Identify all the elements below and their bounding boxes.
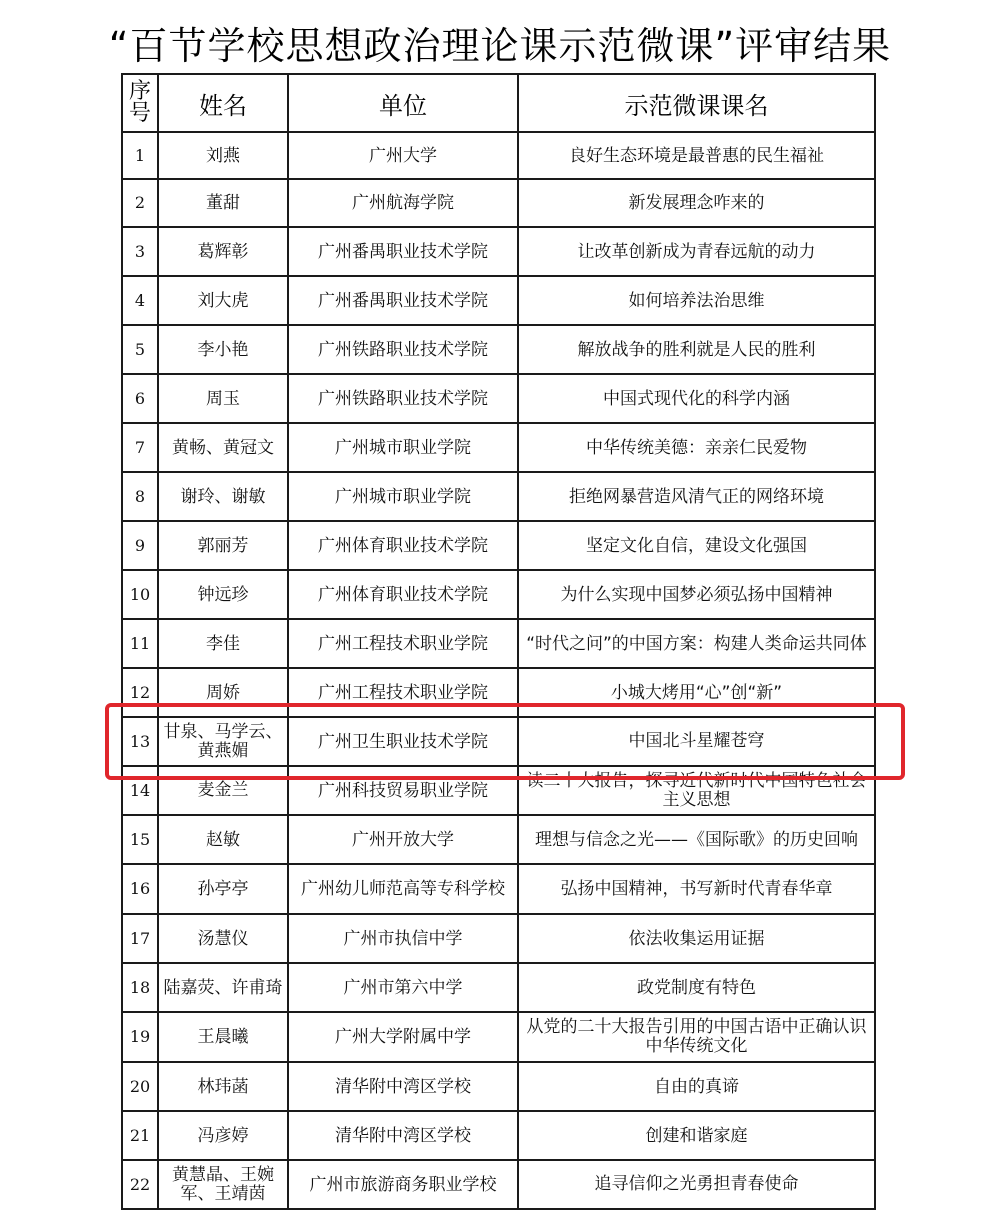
document-title: “百节学校思想政治理论课示范微课”评审结果	[108, 24, 892, 68]
row-index: 15	[122, 815, 158, 864]
row-name: 麦金兰	[158, 766, 288, 815]
row-unit: 广州体育职业技术学院	[288, 570, 518, 619]
row-name: 赵敏	[158, 815, 288, 864]
row-index: 3	[122, 227, 158, 276]
row-name: 黄畅、黄冠文	[158, 423, 288, 472]
header-unit: 单位	[288, 74, 518, 132]
row-name: 甘泉、马学云、黄燕媚	[158, 717, 288, 766]
row-unit: 广州航海学院	[288, 179, 518, 227]
row-index: 8	[122, 472, 158, 521]
table-row	[122, 864, 875, 914]
row-unit: 广州铁路职业技术学院	[288, 374, 518, 423]
row-index: 16	[122, 864, 158, 914]
row-course: 让改革创新成为青春远航的动力	[518, 227, 875, 276]
row-name: 陆嘉荧、许甫琦	[158, 963, 288, 1012]
header-course: 示范微课课名	[518, 74, 875, 132]
table-row	[122, 423, 875, 472]
row-course: 政党制度有特色	[518, 963, 875, 1012]
row-name: 黄慧晶、王婉军、王靖茵	[158, 1160, 288, 1209]
row-index: 11	[122, 619, 158, 668]
row-index: 22	[122, 1160, 158, 1209]
table-row	[122, 1160, 875, 1209]
table-row	[122, 1111, 875, 1160]
table-row	[122, 963, 875, 1012]
header-index-label: 序 号	[128, 79, 151, 126]
row-unit: 广州工程技术职业学院	[288, 619, 518, 668]
table-row	[122, 179, 875, 227]
row-name: 谢玲、谢敏	[158, 472, 288, 521]
table-row	[122, 717, 875, 766]
row-unit: 广州体育职业技术学院	[288, 521, 518, 570]
row-course: 中国式现代化的科学内涵	[518, 374, 875, 423]
row-unit: 广州市第六中学	[288, 963, 518, 1012]
row-course: 中华传统美德：亲亲仁民爱物	[518, 423, 875, 472]
row-unit: 广州铁路职业技术学院	[288, 325, 518, 374]
row-unit: 广州工程技术职业学院	[288, 668, 518, 717]
row-course: “时代之问”的中国方案：构建人类命运共同体	[518, 619, 875, 668]
header-index	[122, 74, 158, 132]
row-index: 2	[122, 179, 158, 227]
header-name: 姓名	[158, 74, 288, 132]
row-unit: 广州番禺职业技术学院	[288, 276, 518, 325]
row-unit: 广州幼儿师范高等专科学校	[288, 864, 518, 914]
row-index: 9	[122, 521, 158, 570]
table-row	[122, 619, 875, 668]
row-course: 追寻信仰之光勇担青春使命	[518, 1160, 875, 1209]
row-index: 21	[122, 1111, 158, 1160]
row-unit: 广州开放大学	[288, 815, 518, 864]
row-course: 弘扬中国精神，书写新时代青春华章	[518, 864, 875, 914]
row-name: 董甜	[158, 179, 288, 227]
row-course: 解放战争的胜利就是人民的胜利	[518, 325, 875, 374]
row-index: 17	[122, 914, 158, 963]
row-name: 李佳	[158, 619, 288, 668]
row-unit: 广州大学	[288, 132, 518, 179]
row-course: 新发展理念咋来的	[518, 179, 875, 227]
row-index: 13	[122, 717, 158, 766]
row-name: 汤慧仪	[158, 914, 288, 963]
row-index: 14	[122, 766, 158, 815]
row-unit: 广州大学附属中学	[288, 1012, 518, 1062]
row-name: 葛辉彰	[158, 227, 288, 276]
row-unit: 清华附中湾区学校	[288, 1062, 518, 1111]
row-course: 拒绝网暴营造风清气正的网络环境	[518, 472, 875, 521]
row-course: 小城大烤用“心”创“新”	[518, 668, 875, 717]
table-body	[122, 132, 875, 1209]
row-index: 20	[122, 1062, 158, 1111]
row-index: 19	[122, 1012, 158, 1062]
row-name: 刘大虎	[158, 276, 288, 325]
table-row	[122, 325, 875, 374]
table-header-row	[122, 74, 875, 132]
row-course: 理想与信念之光——《国际歌》的历史回响	[518, 815, 875, 864]
table-row	[122, 374, 875, 423]
row-unit: 广州卫生职业技术学院	[288, 717, 518, 766]
table-row	[122, 276, 875, 325]
table-row	[122, 570, 875, 619]
row-course: 从党的二十大报告引用的中国古语中正确认识中华传统文化	[518, 1012, 875, 1062]
row-name: 周玉	[158, 374, 288, 423]
table-row	[122, 766, 875, 815]
row-unit: 广州城市职业学院	[288, 472, 518, 521]
row-course: 创建和谐家庭	[518, 1111, 875, 1160]
row-name: 林玮菡	[158, 1062, 288, 1111]
row-index: 7	[122, 423, 158, 472]
row-name: 周娇	[158, 668, 288, 717]
table-row	[122, 1012, 875, 1062]
row-index: 18	[122, 963, 158, 1012]
row-index: 5	[122, 325, 158, 374]
row-unit: 广州科技贸易职业学院	[288, 766, 518, 815]
row-name: 郭丽芳	[158, 521, 288, 570]
table-row	[122, 815, 875, 864]
row-course: 读二十大报告，探寻近代新时代中国特色社会主义思想	[518, 766, 875, 815]
row-index: 12	[122, 668, 158, 717]
row-name: 王晨曦	[158, 1012, 288, 1062]
table-row	[122, 1062, 875, 1111]
row-name: 孙亭亭	[158, 864, 288, 914]
row-course: 依法收集运用证据	[518, 914, 875, 963]
row-unit: 广州市执信中学	[288, 914, 518, 963]
results-table	[121, 73, 876, 1210]
row-course: 自由的真谛	[518, 1062, 875, 1111]
row-index: 6	[122, 374, 158, 423]
row-index: 1	[122, 132, 158, 179]
table-row	[122, 521, 875, 570]
row-unit: 广州番禺职业技术学院	[288, 227, 518, 276]
row-course: 为什么实现中国梦必须弘扬中国精神	[518, 570, 875, 619]
table-row	[122, 227, 875, 276]
row-course: 良好生态环境是最普惠的民生福祉	[518, 132, 875, 179]
row-name: 冯彦婷	[158, 1111, 288, 1160]
row-course: 如何培养法治思维	[518, 276, 875, 325]
row-name: 刘燕	[158, 132, 288, 179]
table-row	[122, 132, 875, 179]
table-row	[122, 472, 875, 521]
row-name: 钟远珍	[158, 570, 288, 619]
row-course: 中国北斗星耀苍穹	[518, 717, 875, 766]
row-index: 4	[122, 276, 158, 325]
row-name: 李小艳	[158, 325, 288, 374]
table-row	[122, 668, 875, 717]
table-row	[122, 914, 875, 963]
row-course: 坚定文化自信，建设文化强国	[518, 521, 875, 570]
row-unit: 广州城市职业学院	[288, 423, 518, 472]
row-unit: 清华附中湾区学校	[288, 1111, 518, 1160]
row-unit: 广州市旅游商务职业学校	[288, 1160, 518, 1209]
row-index: 10	[122, 570, 158, 619]
